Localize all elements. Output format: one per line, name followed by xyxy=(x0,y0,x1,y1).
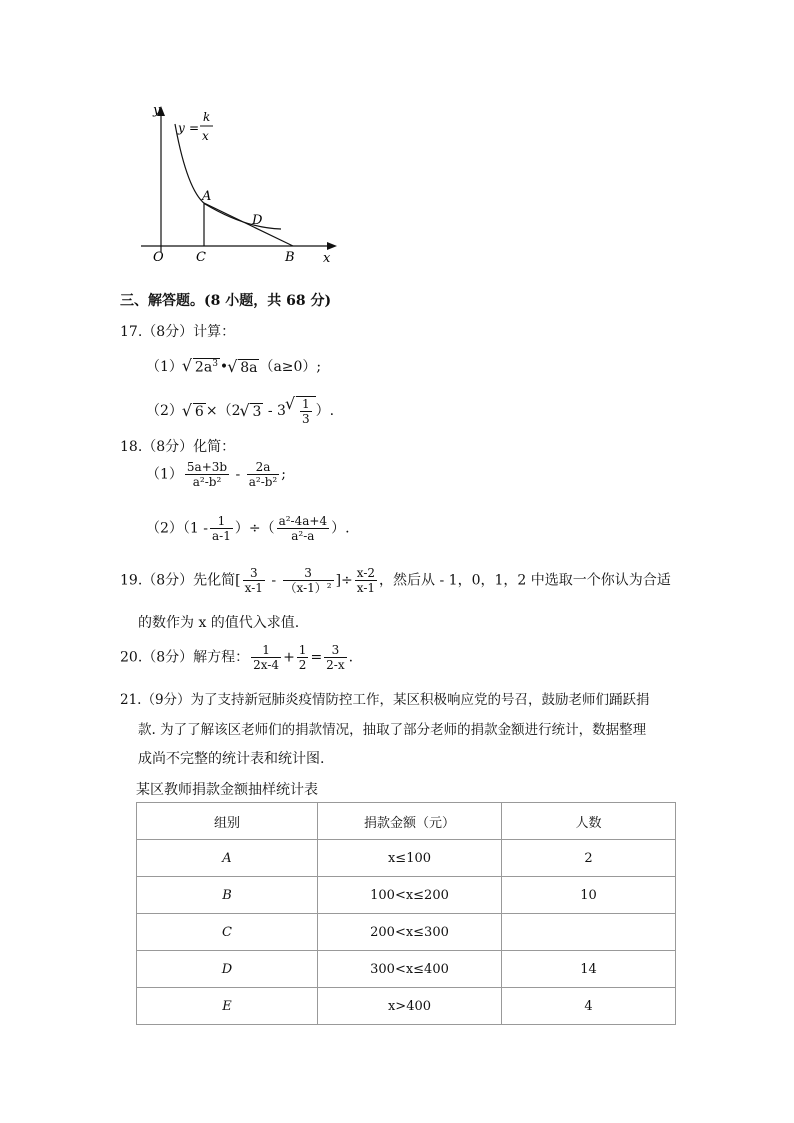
cell-group: E xyxy=(137,988,318,1025)
q20-end: . xyxy=(348,649,354,666)
table-row xyxy=(137,951,676,988)
q18-p2-frac2 xyxy=(277,514,330,543)
q20-eq: = xyxy=(310,649,323,666)
cell-count: 10 xyxy=(502,877,676,914)
q18-p2-frac1 xyxy=(210,514,233,543)
q19-line1 xyxy=(120,566,671,595)
q18-p2-end: ）. xyxy=(331,520,350,537)
cell-amount: 200<x≤300 xyxy=(318,914,502,951)
cell-amount: 100<x≤200 xyxy=(318,877,502,914)
q18-p1-num: （1） xyxy=(146,466,183,483)
q18-p1-end: ; xyxy=(281,466,286,483)
q17-p2-minus: - 3 xyxy=(263,403,286,419)
q20-f1n: 1 xyxy=(262,643,270,657)
q19-f1n: 3 xyxy=(249,566,258,580)
table-header-row xyxy=(137,803,676,840)
q20-f3d: 2-x xyxy=(326,658,345,672)
table-row xyxy=(137,877,676,914)
q19-div: ]÷ xyxy=(335,572,353,589)
cell-count: 4 xyxy=(502,988,676,1025)
table-row xyxy=(137,914,676,951)
q18-p2-fn: 1 xyxy=(217,514,226,528)
q17-p2-r1: 6 xyxy=(194,403,204,420)
q20-plus: + xyxy=(283,649,295,666)
q17-p1-root1 xyxy=(193,358,220,376)
q17-p2-frac xyxy=(300,397,312,426)
q17-p1-cond: （a≥0）; xyxy=(259,359,322,375)
inverse-function-figure xyxy=(135,100,345,270)
q17-p2-fd: 3 xyxy=(301,412,310,426)
eq-y: y xyxy=(178,121,185,135)
q21-line3: 成尚不完整的统计表和统计图. xyxy=(138,751,325,767)
q17-p1-num: （1） xyxy=(146,359,183,375)
table-row xyxy=(137,988,676,1025)
q17-stem: 17.（8分）计算： xyxy=(120,324,236,340)
q18-p1-f1d: a²-b² xyxy=(185,474,229,489)
q20-f3n: 3 xyxy=(331,643,340,657)
q19-f2d: （x-1）² xyxy=(284,581,332,595)
q18-p2-gd: a²-a xyxy=(277,528,330,543)
q19-minus: - xyxy=(271,572,277,589)
q18-p2-fd: a-1 xyxy=(212,529,231,543)
q18-p1-f2d: a²-b² xyxy=(248,475,278,489)
q17-p2-root2 xyxy=(250,403,263,420)
q19-frac3 xyxy=(355,566,377,595)
q19-frac1 xyxy=(243,566,265,595)
origin-label: O xyxy=(153,250,164,265)
graph-svg xyxy=(135,100,345,270)
header-amount: 捐款金额（元） xyxy=(318,803,502,840)
q21-line1: 21.（9分）为了支持新冠肺炎疫情防控工作，某区积极响应党的号召，鼓励老师们踊跃捐 xyxy=(120,692,650,708)
q19-line2: 的数作为 x 的值代入求值. xyxy=(138,615,300,631)
q20-line xyxy=(120,643,353,672)
q19-stem: 19.（8分）先化简[ xyxy=(120,572,241,589)
q18-p1-minus: - xyxy=(235,466,241,483)
q18-part1 xyxy=(146,460,286,489)
x-axis-label: x xyxy=(323,251,331,266)
q20-frac2 xyxy=(297,643,309,672)
cell-group: D xyxy=(137,951,318,988)
q19-f3n: x-2 xyxy=(356,566,376,580)
q18-p1-f1n: 5a+3b xyxy=(186,460,228,474)
q21-line2: 款. 为了了解该区老师们的捐款情况，抽取了部分老师的捐款金额进行统计，数据整理 xyxy=(138,722,647,738)
q17-p2-num: （2） xyxy=(146,403,183,419)
cell-group: B xyxy=(137,877,318,914)
header-count: 人数 xyxy=(502,803,676,840)
q18-p2-mid: ）÷（ xyxy=(234,520,275,537)
q18-part2 xyxy=(146,514,350,543)
q18-p2-gn: a²-4a+4 xyxy=(278,514,328,528)
q19-tail: ，然后从 - 1，0，1，2 中选取一个你认为合适 xyxy=(379,572,671,589)
q17-part1 xyxy=(146,356,321,376)
hyperbola-curve xyxy=(175,124,281,229)
q17-p2-root1 xyxy=(193,403,206,420)
q20-f2d: 2 xyxy=(298,658,307,672)
q17-p2-times: ×（2 xyxy=(205,403,241,419)
q17-p1-r2: 8a xyxy=(240,359,258,376)
header-group: 组别 xyxy=(137,803,318,840)
cell-amount: 300<x≤400 xyxy=(318,951,502,988)
eq-k: k xyxy=(203,110,211,124)
q18-p1-f2n: 2a xyxy=(255,460,271,474)
cell-amount: x>400 xyxy=(318,988,502,1025)
point-a-label: A xyxy=(202,189,212,204)
q17-p1-dot: • xyxy=(219,359,229,375)
point-c-label: C xyxy=(196,250,206,265)
cell-amount: x≤100 xyxy=(318,840,502,877)
q18-stem: 18.（8分）化简： xyxy=(120,439,236,455)
point-b-label: B xyxy=(285,250,295,265)
y-axis-label: y xyxy=(153,103,161,118)
cell-group: C xyxy=(137,914,318,951)
q18-p1-frac2 xyxy=(247,460,280,489)
q20-frac3 xyxy=(324,643,346,672)
cell-count: 14 xyxy=(502,951,676,988)
q17-p2-fn: √ 1 xyxy=(301,397,310,411)
q19-f2n: 3 xyxy=(304,566,312,580)
q20-f1d: 2x-4 xyxy=(253,658,280,672)
q19-f1d: x-1 xyxy=(244,581,263,595)
section-title: 三、解答题。(8 小题，共 68 分) xyxy=(120,293,332,309)
q17-p2-root3 xyxy=(296,396,316,426)
x-axis-arrow xyxy=(327,242,337,250)
table-row xyxy=(137,840,676,877)
cell-count xyxy=(502,914,676,951)
q17-part2 xyxy=(146,396,334,426)
q18-p1-frac1 xyxy=(185,460,229,489)
q17-p1-root2 xyxy=(238,359,259,376)
q20-stem: 20.（8分）解方程： xyxy=(120,649,250,666)
q17-p2-end: ）. xyxy=(315,403,335,419)
q20-f2n: 1 xyxy=(298,643,307,657)
point-d-label: D xyxy=(252,213,263,228)
line-ab xyxy=(204,203,293,246)
q17-p1-r1: 2a xyxy=(194,359,213,376)
q20-frac1 xyxy=(251,643,281,672)
table-caption: 某区教师捐款金额抽样统计表 xyxy=(136,782,318,798)
donation-table xyxy=(136,802,676,1025)
q18-p2-num: （2）（1 - xyxy=(146,520,208,537)
eq-x: x xyxy=(202,129,209,143)
q17-p2-r2: 3 xyxy=(252,403,262,420)
q19-f3d: x-1 xyxy=(356,581,376,595)
q17-p1-exp: 3 xyxy=(212,359,218,370)
cell-count: 2 xyxy=(502,840,676,877)
q19-frac2 xyxy=(283,566,334,595)
eq-equals: = xyxy=(189,121,200,135)
cell-group: A xyxy=(137,840,318,877)
